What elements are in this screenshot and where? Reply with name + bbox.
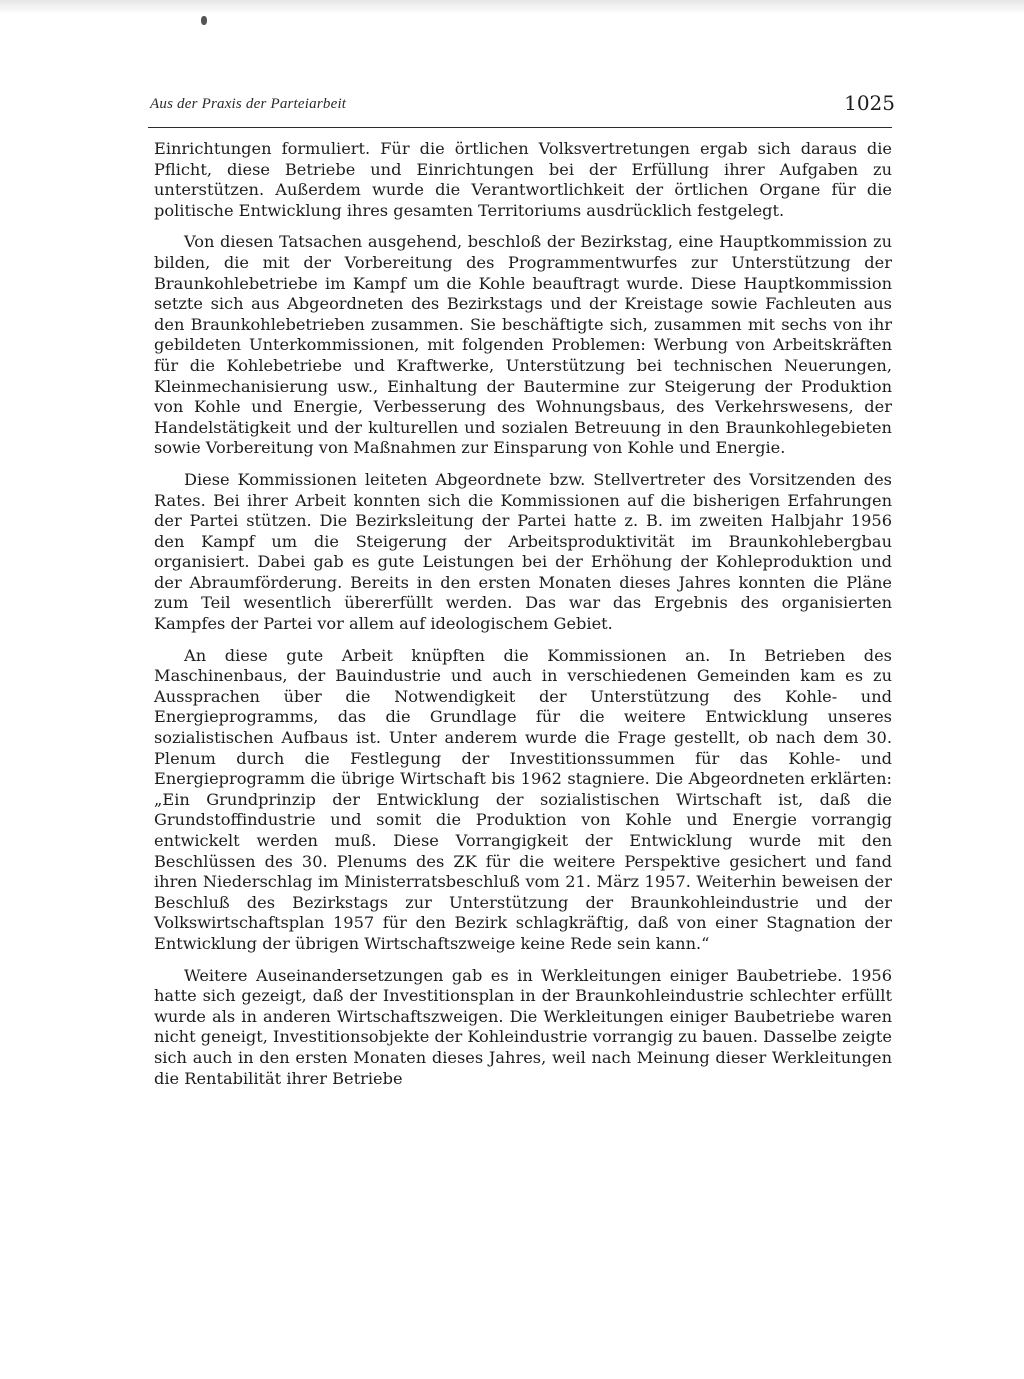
body-text xyxy=(154,139,892,1100)
header-rule xyxy=(148,127,892,128)
running-header xyxy=(150,91,895,122)
paragraph: Weitere Auseinandersetzungen gab es in Werkleitungen einiger Baubetriebe. 1956 hatte sich gezeigt, daß der Investitionsplan in der Braunkohleindustrie schlechter erfüllt wurde als in anderen Wirtschaftszweigen. Die Werkleitungen einiger Baubetriebe waren nicht geneigt, Investitionsobjekte der Kohleindustrie vorrangig zu bauen. Dasselbe zeigte sich auch in den ersten Monaten dieses Jahres, weil nach Meinung dieser Werkleitungen die Rentabilität ihrer Betriebe xyxy=(154,965,892,1088)
ink-speck xyxy=(201,16,207,25)
scan-shadow xyxy=(0,0,1024,14)
running-title: Aus der Praxis der Parteiarbeit xyxy=(150,96,347,112)
paragraph: Diese Kommissionen leiteten Abgeordnete bzw. Stellvertreter des Vorsitzenden des Rates. Bei ihrer Arbeit konnten sich die Kommissionen auf die bisherigen Erfahrungen der Partei stützen. Die Bezirksleitung der Partei hatte z. B. im zweiten Halbjahr 1956 den Kampf um die Steigerung der Arbeitsproduktivität im Braunkohlebergbau organisiert. Dabei gab es gute Leistungen bei der Erhöhung der Kohleproduktion und der Abraumförderung. Bereits in den ersten Monaten dieses Jahres konnten die Pläne zum Teil wesentlich übererfüllt werden. Das war das Ergebnis des organisierten Kampfes der Partei vor allem auf ideologischem Gebiet. xyxy=(154,469,892,634)
page-number: 1025 xyxy=(844,91,895,115)
paragraph: Von diesen Tatsachen ausgehend, beschloß der Bezirkstag, eine Hauptkommission zu bilden, die mit der Vorbereitung des Programmentwurfes zur Unterstützung der Braunkohlebetriebe im Kampf um die Kohle beauftragt wurde. Diese Hauptkommission setzte sich aus Abgeordneten des Bezirkstags und der Kreistage sowie Fachleuten aus den Braunkohlebetrieben zusammen. Sie beschäftigte sich, zusammen mit sechs von ihr gebildeten Unterkommissionen, mit folgenden Problemen: Werbung von Arbeitskräften für die Kohlebetriebe und Kraftwerke, Unterstützung bei technischen Neuerungen, Kleinmechanisierung usw., Einhaltung der Bautermine zur Steigerung der Produktion von Kohle und Energie, Verbesserung des Wohnungsbaus, des Verkehrswesens, der Handelstätigkeit und der kulturellen und sozialen Betreuung in den Braunkohlegebieten sowie Vorbereitung von Maßnahmen zur Einsparung von Kohle und Energie. xyxy=(154,232,892,458)
paragraph-continuation: Einrichtungen formuliert. Für die örtlichen Volksvertretungen ergab sich daraus die Pflicht, diese Betriebe und Einrichtungen bei der Erfüllung ihrer Aufgaben zu unterstützen. Außerdem wurde die Verantwortlichkeit der örtlichen Organe für die politische Entwicklung ihres gesamten Territoriums ausdrücklich festgelegt. xyxy=(154,139,892,220)
paragraph: An diese gute Arbeit knüpften die Kommissionen an. In Betrieben des Maschinenbaus, der Bauindustrie und auch in verschiedenen Gemeinden kam es zu Aussprachen über die Notwendigkeit der Unterstützung des Kohle- und Energieprogramms, das die Grundlage für die weitere Entwicklung unseres sozialistischen Aufbaus ist. Unter anderem wurde die Frage gestellt, ob nach dem 30. Plenum durch die Festlegung der Investitionssummen für das Kohle- und Energieprogramm die übrige Wirtschaft bis 1962 stagniere. Die Abgeordneten erklärten: „Ein Grundprinzip der Entwicklung der sozialistischen Wirtschaft ist, daß die Grundstoffindustrie und somit die Produktion von Kohle und Energie vorrangig entwickelt werden muß. Diese Vorrangigkeit der Entwicklung wurde mit den Beschlüssen des 30. Plenums des ZK für die weitere Perspektive gesichert und fand ihren Niederschlag im Ministerratsbeschluß vom 21. März 1957. Weiterhin beweisen der Beschluß des Bezirkstags zur Unterstützung der Braunkohleindustrie und der Volkswirtschaftsplan 1957 für den Bezirk schlagkräftig, daß von einer Stagnation der Entwicklung der übrigen Wirtschaftszweige keine Rede sein kann.“ xyxy=(154,645,892,953)
